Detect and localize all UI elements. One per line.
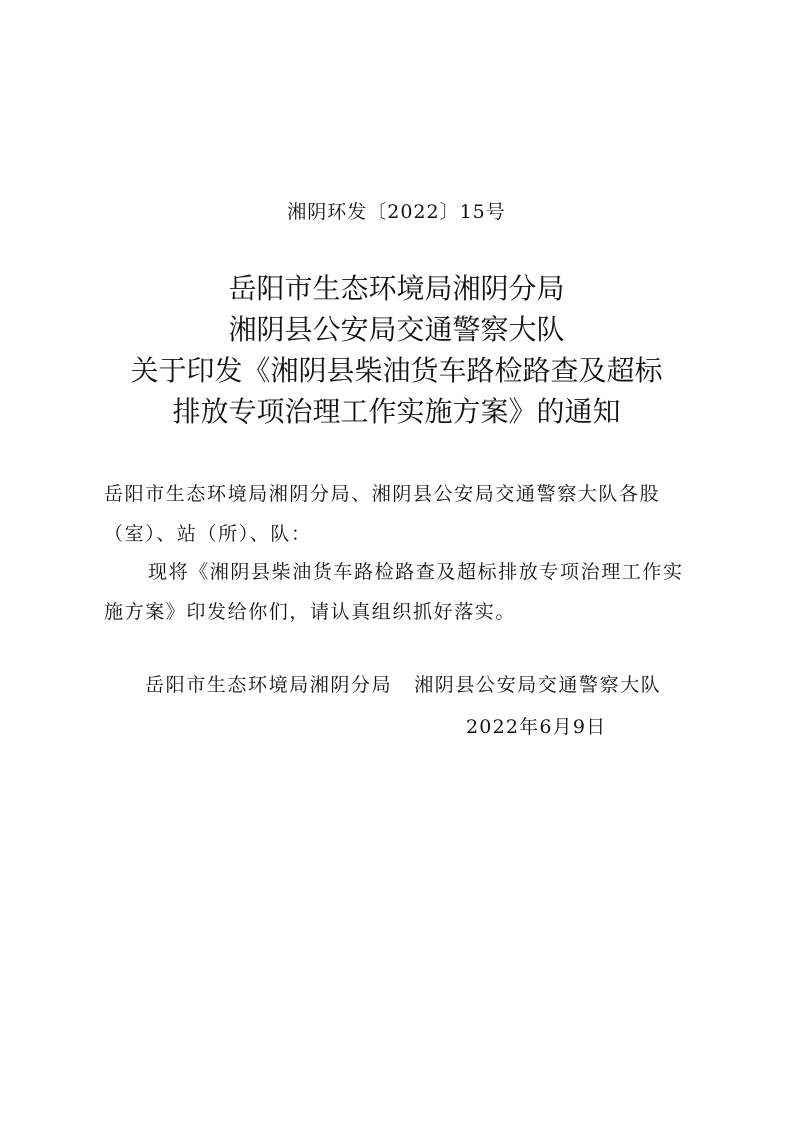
document-title — [40, 268, 753, 432]
body-line: 施方案》印发给你们，请认真组织抓好落实。 — [104, 601, 517, 623]
title-line: 湘阴县公安局交通警察大队 — [228, 313, 565, 346]
body-paragraph — [104, 552, 694, 632]
signatory-traffic-police: 湘阴县公安局交通警察大队 — [414, 674, 662, 696]
addressee — [104, 474, 694, 554]
addressee-line: （室）、站（所）、队： — [104, 523, 312, 545]
title-line: 排放专项治理工作实施方案》的通知 — [172, 395, 621, 428]
title-line: 岳阳市生态环境局湘阴分局 — [228, 272, 565, 305]
title-line: 关于印发《湘阴县柴油货车路检路查及超标 — [130, 354, 663, 387]
addressee-line: 岳阳市生态环境局湘阴分局、湘阴县公安局交通警察大队各股 — [104, 483, 661, 505]
body-line: 现将《湘阴县柴油货车路检路查及超标排放专项治理工作实 — [148, 561, 684, 583]
document-date: 2022年6月9日 — [466, 716, 607, 738]
document-number: 湘阴环发〔2022〕15号 — [287, 201, 506, 223]
signatory-environment-bureau: 岳阳市生态环境局湘阴分局 — [145, 674, 393, 696]
signature-block — [145, 670, 661, 697]
